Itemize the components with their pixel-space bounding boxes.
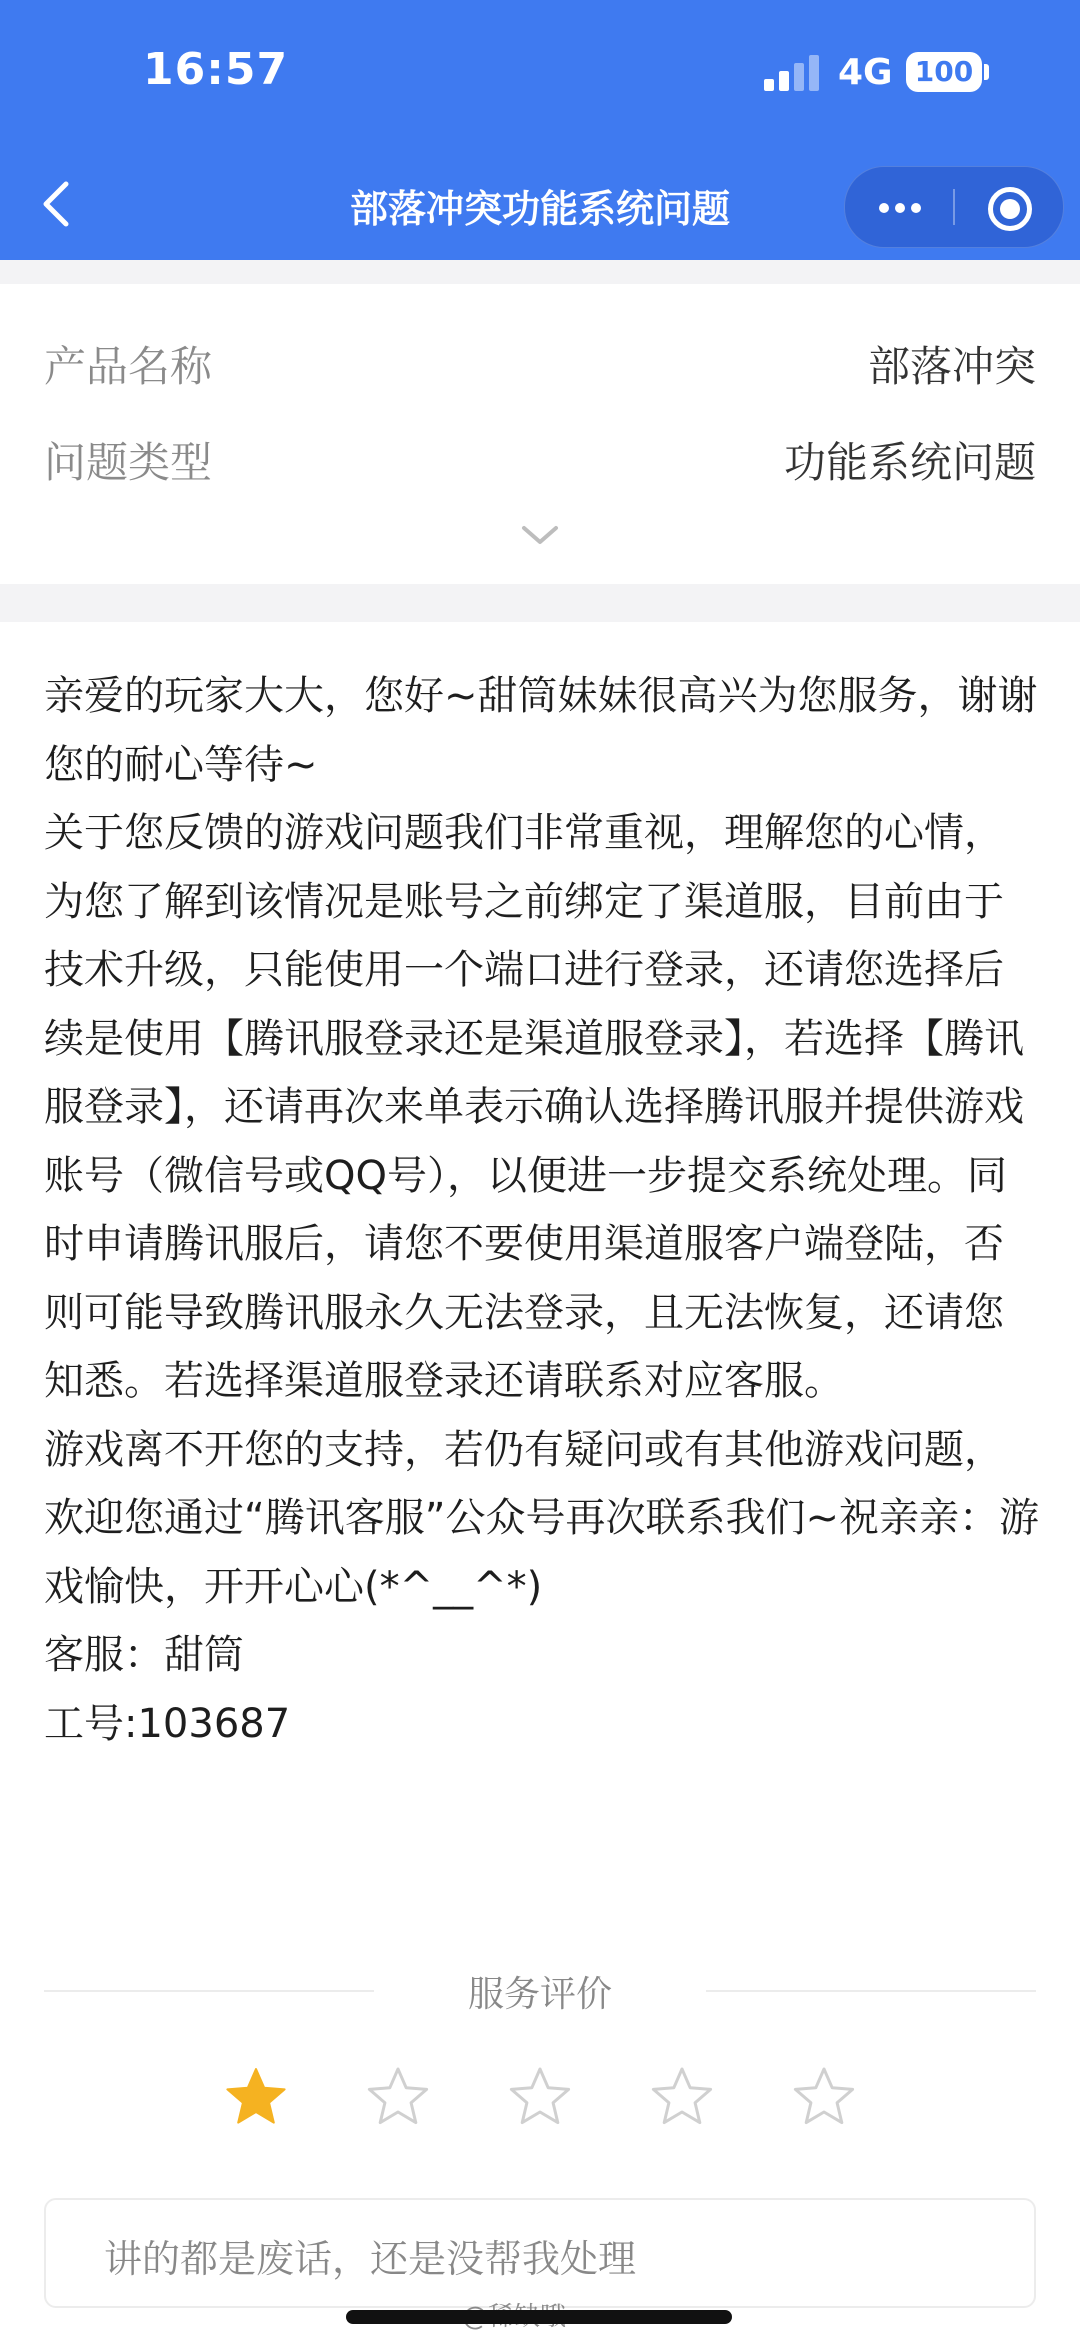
star-2[interactable] — [366, 2065, 430, 2129]
star-outline-icon — [508, 2065, 572, 2129]
mini-program-capsule — [844, 166, 1064, 248]
rating-title: 服务评价 — [467, 1974, 612, 2015]
reply-paragraph: 关于您反馈的游戏问题我们非常重视，理解您的心情，为您了解到该情况是账号之前绑定了渠道服，目前由于技术升级，只能使用一个端口进行登录，还请您选择后续是使用【腾讯服登录还是渠道服登录】，若选择【腾讯服登录】，还请再次来单表示确认选择腾讯服并提供游戏账号（微信号或QQ号），以便进一步提交系统处理。同时申请腾讯服后，请您不要使用渠道服客户端登陆，否则可能导致腾讯服永久无法登录，且无法恢复，还请您知悉。若选择渠道服登录还请联系对应客服。 — [44, 810, 1024, 1404]
star-outline-icon — [792, 2065, 856, 2129]
signal-icon — [764, 55, 820, 91]
support-reply — [44, 662, 1040, 1758]
star-5[interactable] — [792, 2065, 856, 2129]
more-button[interactable] — [845, 167, 953, 247]
comment-text: 讲的都是废话，还是没帮我处理 — [104, 2237, 637, 2281]
star-outline-icon — [366, 2065, 430, 2129]
target-dot — [1000, 199, 1020, 219]
more-dot — [911, 203, 921, 213]
close-button[interactable] — [955, 167, 1063, 247]
info-value: 部落冲突 — [867, 342, 1036, 391]
agent-id: 工号:103687 — [44, 1700, 291, 1747]
divider-line — [706, 1990, 1036, 1992]
agent-name: 客服：甜筒 — [44, 1632, 244, 1678]
more-dot — [895, 203, 905, 213]
expand-button[interactable] — [516, 520, 564, 550]
battery-tip — [984, 64, 989, 80]
service-rating-header — [44, 1960, 1036, 2020]
network-label: 4G — [838, 52, 893, 93]
star-1[interactable] — [224, 2065, 288, 2129]
rating-comment[interactable] — [44, 2198, 1036, 2308]
chevron-down-icon — [516, 520, 564, 550]
info-label: 产品名称 — [44, 342, 213, 391]
divider-band — [0, 260, 1080, 284]
divider-band — [0, 584, 1080, 622]
app-header — [0, 0, 1080, 260]
battery-icon — [906, 52, 982, 92]
reply-paragraph: 亲爱的玩家大大，您好~甜筒妹妹很高兴为您服务，谢谢您的耐心等待~ — [44, 673, 1038, 788]
star-3[interactable] — [508, 2065, 572, 2129]
star-4[interactable] — [650, 2065, 714, 2129]
info-value: 功能系统问题 — [783, 438, 1036, 487]
info-label: 问题类型 — [44, 438, 213, 487]
home-indicator[interactable] — [346, 2310, 732, 2324]
star-filled-icon — [224, 2065, 288, 2129]
more-dots-icon — [879, 203, 889, 213]
status-time: 16:57 — [143, 44, 289, 95]
page-title: 部落冲突功能系统问题 — [349, 187, 730, 231]
battery-level: 100 — [914, 55, 974, 88]
star-outline-icon — [650, 2065, 714, 2129]
reply-paragraph: 游戏离不开您的支持，若仍有疑问或有其他游戏问题，欢迎您通过“腾讯客服”公众号再次联系我们~祝亲亲：游戏愉快，开开心心(*^__^*) — [44, 1426, 1039, 1610]
